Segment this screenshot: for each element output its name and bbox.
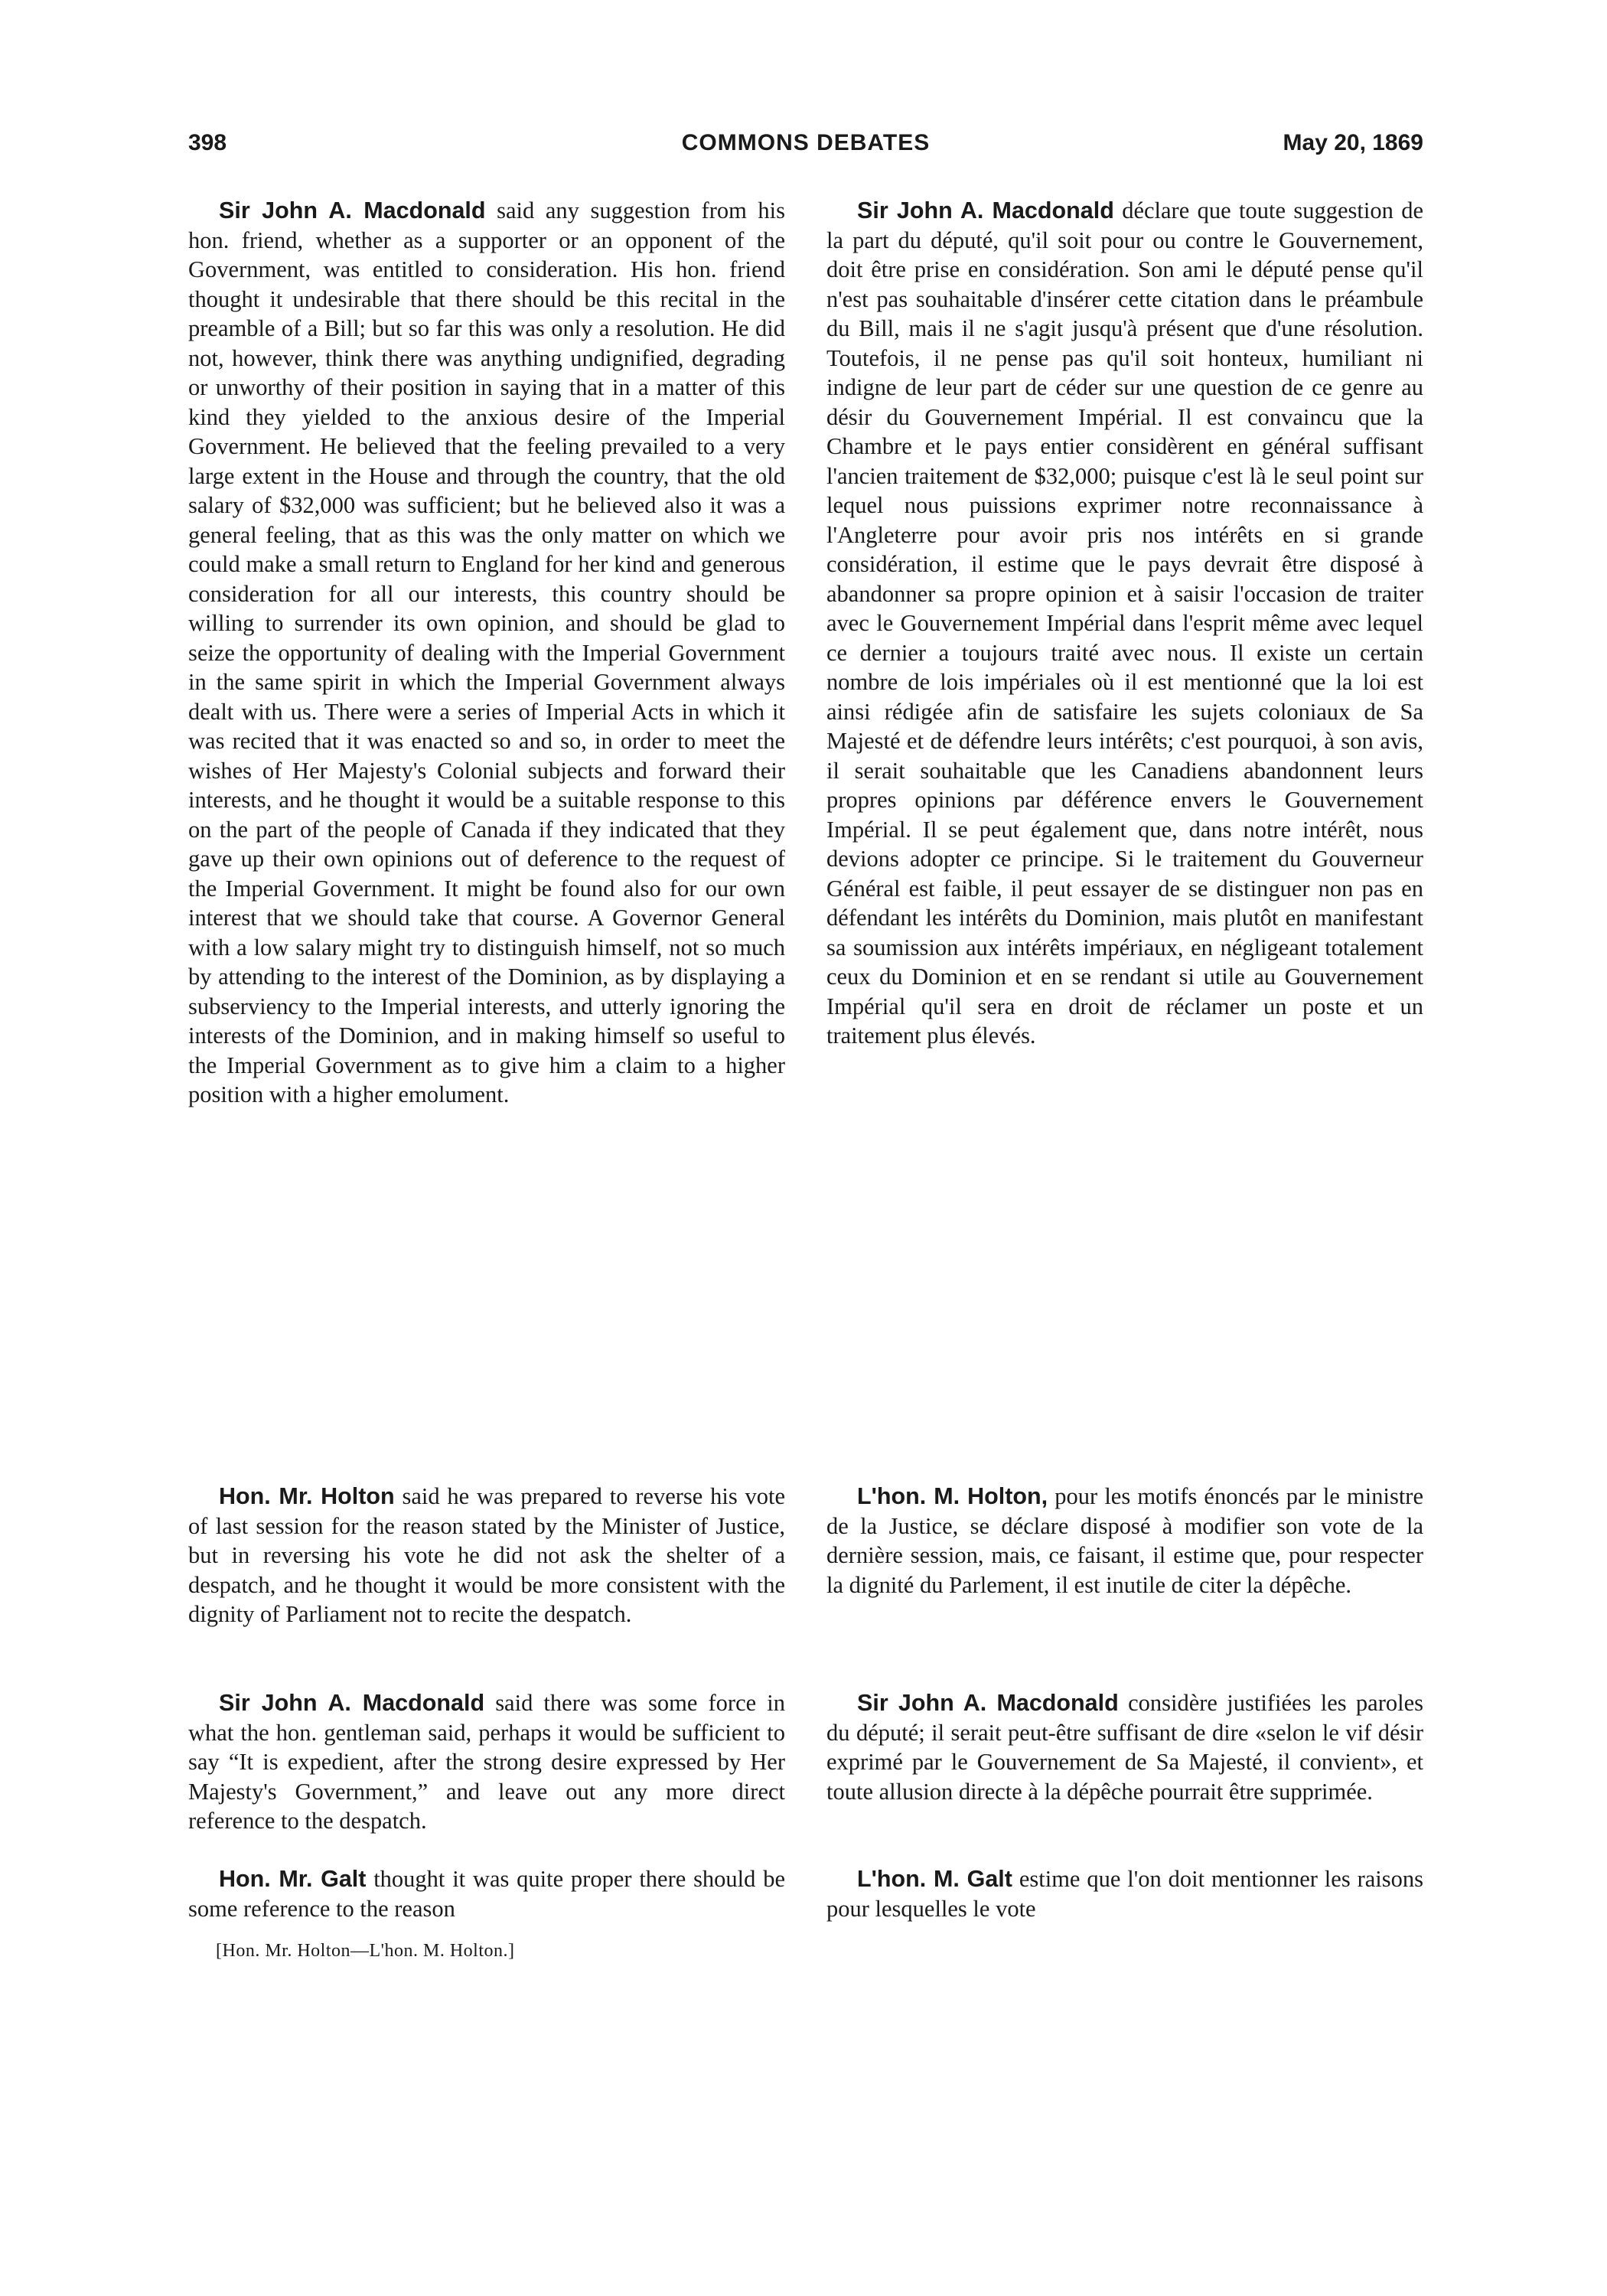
page-header (188, 130, 1423, 168)
paragraphe-galt (826, 1864, 1423, 1923)
paragraph-text: déclare que toute suggestion de la part du député, qu'il soit pour ou contre le Gouvernement, doit être prise en considération. Son ami le député pense qu'il n'est pas souhaitable d'insérer cette citation dans le préambule du Bill, mais il ne s'agit jusqu'à présent que d'une résolution. Toutefois, il ne pense pas qu'il soit honteux, humiliant ni indigne de leur part de céder sur une question de ce genre au désir du Gouvernement Impérial. Il est convaincu que la Chambre et le pays entier considèrent en général suffisant l'ancien traitement de $32,000; puisque c'est là le seul point sur lequel nous puissions exprimer notre reconnaissance à l'Angleterre pour avoir pris nos intérêts en si grande considération, il estime que le pays devrait être disposé à abandonner sa propre opinion et à saisir l'occasion de traiter avec le Gouvernement Impérial dans l'esprit même avec lequel ce dernier a toujours traité avec nous. Il existe un certain nombre de lois impériales où il est mentionné que la loi est ainsi rédigée afin de satisfaire les sujets coloniaux de Sa Majesté et de défendre leurs intérêts; c'est pourquoi, à son avis, il serait souhaitable que les Canadiens abandonnent leurs propres opinions par déférence envers le Gouvernement Impérial. Il se peut également que, dans notre intérêt, nous devions adopter ce principe. Si le traitement du Gouverneur Général est faible, il peut essayer de se distinguer non pas en défendant les intérêts du Dominion, mais plutôt en manifestant sa soumission aux intérêts impériaux, en négligeant totalement ceux du Dominion et en se rendant si utile au Gouvernement Impérial qu'il sera en droit de réclamer un poste et un traitement plus élevés. (826, 197, 1423, 1049)
speaker-name: L'hon. M. Galt (857, 1866, 1012, 1892)
english-column (188, 196, 785, 1110)
speaker-name: Sir John A. Macdonald (857, 1690, 1119, 1716)
speaker-name: Hon. Mr. Galt (219, 1866, 367, 1892)
paragraph-text: thought it was quite proper there should be some reference to the reason (188, 1866, 785, 1922)
french-column-galt (826, 1864, 1423, 1923)
speaker-name: Sir John A. Macdonald (219, 1690, 485, 1716)
french-column-holton (826, 1482, 1423, 1600)
english-column-galt (188, 1864, 785, 1923)
speaker-name: L'hon. M. Holton, (857, 1483, 1048, 1509)
paragraph-holton (188, 1482, 785, 1629)
paragraph-text: said any suggestion from his hon. friend, whether as a supporter or an opponent of the Government, was entitled to consideration. His hon. friend thought it undesirable that there should be this recital in the preamble of a Bill; but so far this was only a resolution. He did not, however, think there was anything undignified, degrading or unworthy of their position in saying that in a matter of this kind they yielded to the anxious desire of the Imperial Government. He believed that the feeling prevailed to a very large extent in the House and through the country, that the old salary of $32,000 was sufficient; but he believed also it was a general feeling, that as this was the only matter on which we could make a small return to England for her kind and generous consideration for all our interests, this country should be willing to surrender its own opinion, and should be glad to seize the opportunity of dealing with the Imperial Government in the same spirit in which the Imperial Government always dealt with us. There were a series of Imperial Acts in which it was recited that it was enacted so and so, in order to meet the wishes of Her Majesty's Colonial subjects and forward their interests, and he thought it would be a suitable response to this on the part of the people of Canada if they indicated that they gave up their own opinions out of deference to the request of the Imperial Government. It might be found also for our own interest that we should take that course. A Governor General with a low salary might try to distinguish himself, not so much by attending to the interest of the Dominion, as by displaying a subserviency to the Imperial interests, and utterly ignoring the interests of the Dominion, and in making himself so useful to the Imperial Government as to give him a claim to a higher position with a higher emolument. (188, 197, 786, 1107)
paragraph-macdonald-2 (188, 1688, 785, 1836)
english-column-macdonald-2 (188, 1688, 785, 1836)
paragraph-galt (188, 1864, 785, 1923)
paragraphe-holton (826, 1482, 1423, 1600)
paragraphe-macdonald-1 (826, 196, 1423, 1051)
speaker-name: Sir John A. Macdonald (857, 197, 1114, 223)
english-column-holton (188, 1482, 785, 1629)
page-date: May 20, 1869 (1283, 130, 1423, 155)
french-column-macdonald-2 (826, 1688, 1423, 1806)
paragraph-text: said he was prepared to reverse his vote of last session for the reason stated by the Minister of Justice, but in reversing his vote he did not ask the shelter of a despatch, and he thought it would be more consistent with the dignity of Parliament not to recite the despatch. (188, 1483, 785, 1627)
page-number: 398 (188, 130, 227, 155)
speaker-name: Sir John A. Macdonald (219, 197, 486, 223)
paragraph-macdonald-1 (188, 196, 785, 1110)
paragraph-text: said there was some force in what the hon. gentleman said, perhaps it would be sufficient to say “It is expedient, after the strong desire expressed by Her Majesty's Government,” and leave out any more direct reference to the despatch. (188, 1690, 785, 1834)
speaker-name: Hon. Mr. Holton (219, 1483, 395, 1509)
paragraph-text: considère justifiées les paroles du député; il serait peut-être suffisant de dire «selon le vif désir exprimé par le Gouvernement de Sa Majesté, il convient», et toute allusion directe à la dépêche pourrait être supprimée. (826, 1690, 1424, 1805)
publication-title: COMMONS DEBATES (681, 130, 931, 155)
paragraph-text: estime que l'on doit mentionner les raisons pour lesquelles le vote (826, 1866, 1423, 1922)
paragraphe-macdonald-2 (826, 1688, 1423, 1806)
french-column (826, 196, 1423, 1051)
paragraph-text: pour les motifs énoncés par le ministre de la Justice, se déclare disposé à modifier son vote de la dernière session, mais, ce faisant, il estime que, pour respecter la dignité du Parlement, il est inutile de citer la dépêche. (826, 1483, 1423, 1598)
footnote: [Hon. Mr. Holton—L'hon. M. Holton.] (216, 1941, 515, 1961)
